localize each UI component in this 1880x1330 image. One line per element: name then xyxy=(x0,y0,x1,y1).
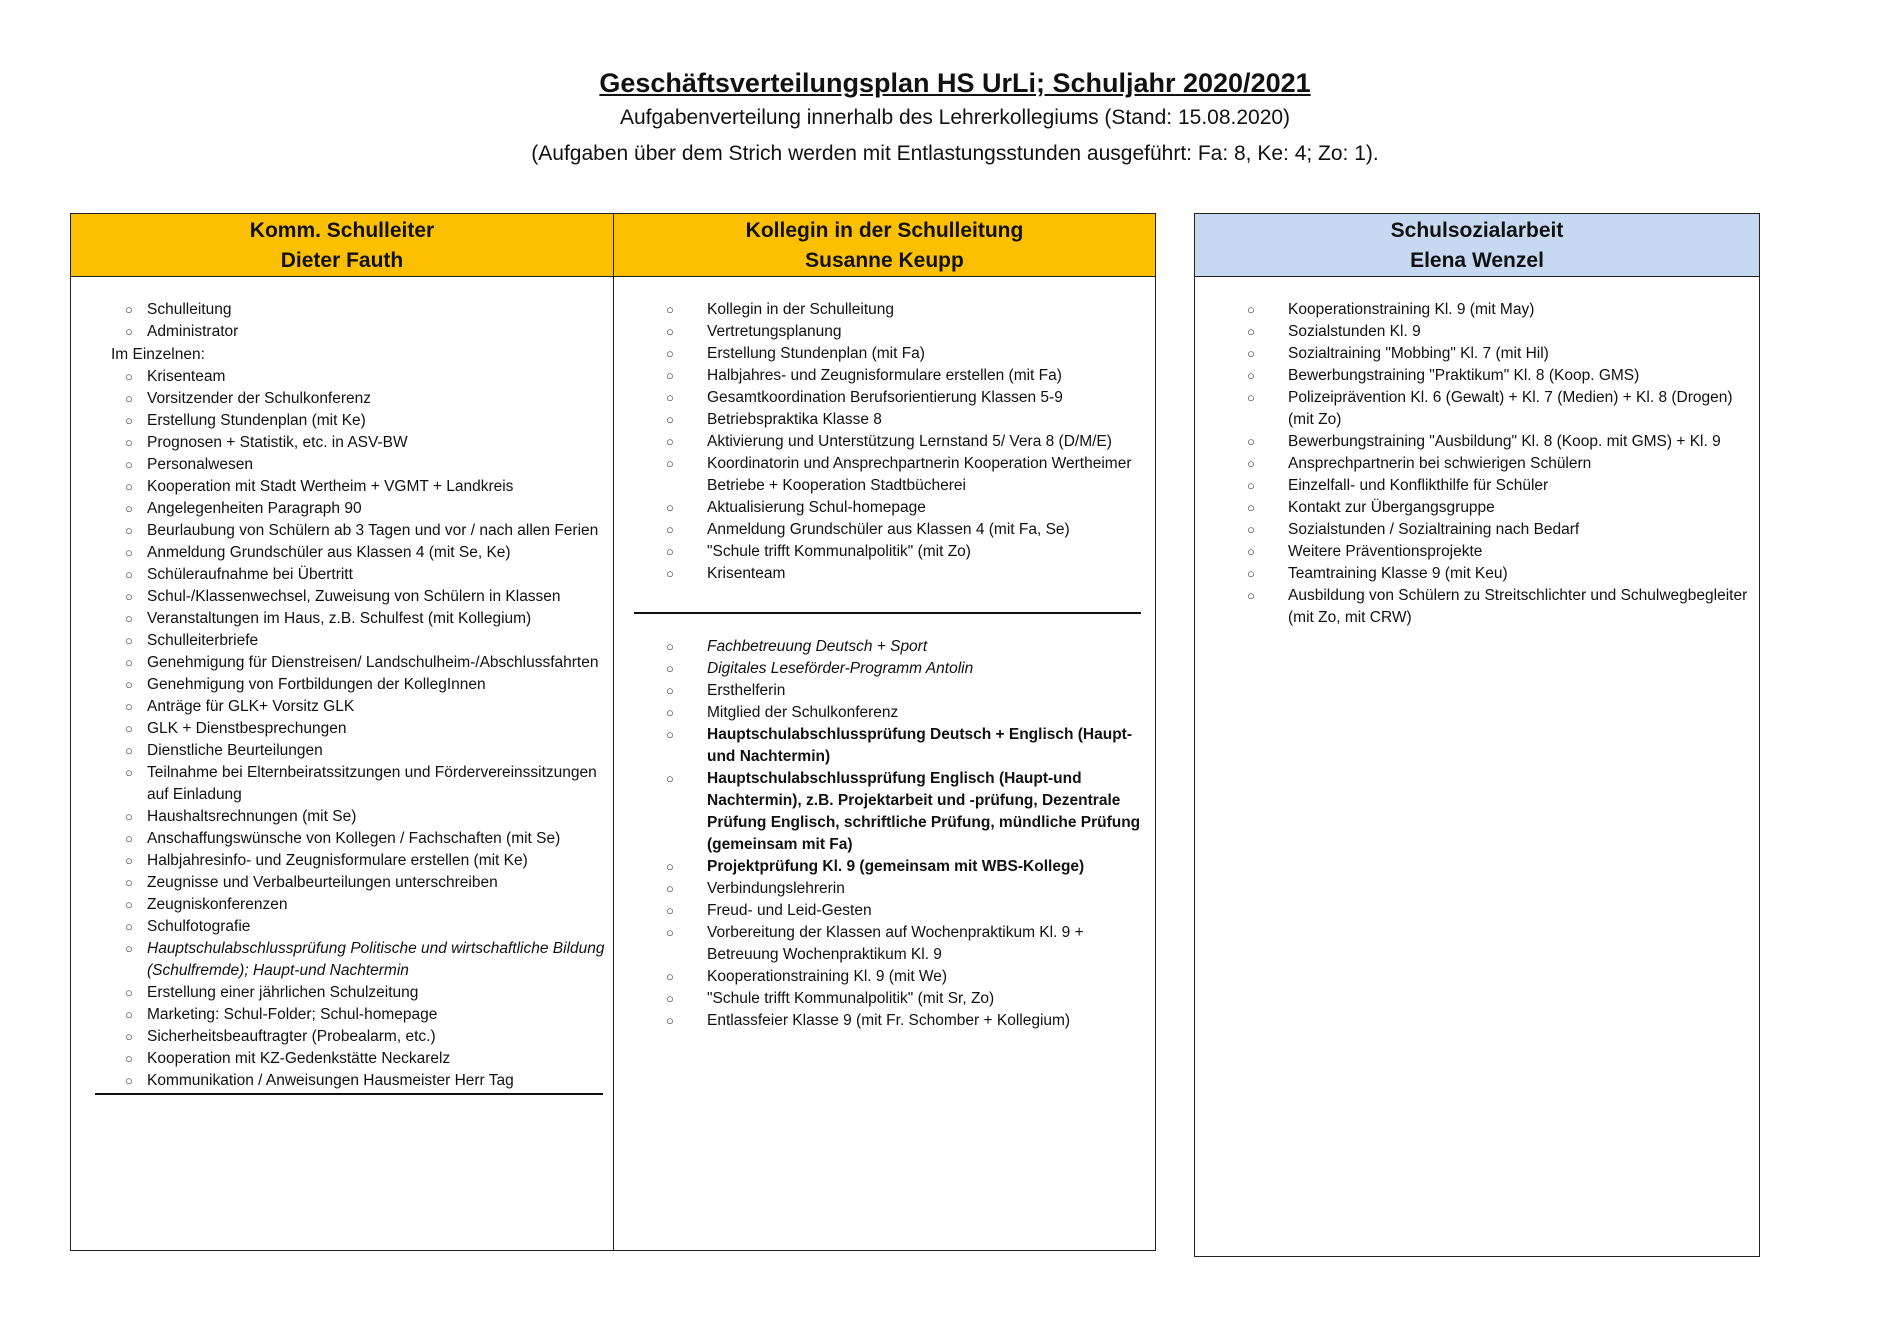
circle-bullet-icon: ○ xyxy=(666,456,674,471)
list-item xyxy=(614,519,1155,541)
circle-bullet-icon: ○ xyxy=(1247,500,1255,515)
circle-bullet-icon: ○ xyxy=(666,705,674,720)
circle-bullet-icon: ○ xyxy=(1247,346,1255,361)
list-item xyxy=(71,894,613,916)
circle-bullet-icon: ○ xyxy=(666,434,674,449)
task-text: Schüleraufnahme bei Übertritt xyxy=(147,566,353,583)
document-title: Geschäftsverteilungsplan HS UrLi; Schuljahr 2020/2021 xyxy=(599,68,1311,98)
list-item xyxy=(1195,453,1759,475)
list-item xyxy=(71,718,613,740)
leadership-table xyxy=(70,213,1156,1251)
task-text: Kooperationstraining Kl. 9 (mit We) xyxy=(707,968,948,985)
list-item xyxy=(71,388,613,410)
document-header xyxy=(0,66,1880,172)
list-item xyxy=(1195,497,1759,519)
circle-bullet-icon: ○ xyxy=(666,991,674,1006)
circle-bullet-icon: ○ xyxy=(125,985,133,1000)
circle-bullet-icon: ○ xyxy=(125,699,133,714)
task-text: GLK + Dienstbesprechungen xyxy=(147,720,347,737)
list-item xyxy=(614,321,1155,343)
circle-bullet-icon: ○ xyxy=(1247,324,1255,339)
circle-bullet-icon: ○ xyxy=(125,721,133,736)
task-text: Vorbereitung der Klassen auf Wochenpraktikum Kl. 9 + Betreuung Wochenpraktikum Kl. 9 xyxy=(707,924,1084,963)
column-person: Elena Wenzel xyxy=(1410,249,1544,272)
task-text: Polizeiprävention Kl. 6 (Gewalt) + Kl. 7 (Medien) + Kl. 8 (Drogen) (mit Zo) xyxy=(1288,389,1733,428)
task-text: Vorsitzender der Schulkonferenz xyxy=(147,390,372,407)
circle-bullet-icon: ○ xyxy=(666,500,674,515)
circle-bullet-icon: ○ xyxy=(1247,456,1255,471)
circle-bullet-icon: ○ xyxy=(666,683,674,698)
list-item xyxy=(614,365,1155,387)
task-text: Verbindungslehrerin xyxy=(707,880,845,897)
task-text: Schul-/Klassenwechsel, Zuweisung von Schülern in Klassen xyxy=(147,588,561,605)
list-item xyxy=(71,872,613,894)
list-item xyxy=(614,922,1155,966)
task-text: Schulleiterbriefe xyxy=(147,632,259,649)
task-text: Kooperationstraining Kl. 9 (mit May) xyxy=(1288,301,1535,318)
list-item xyxy=(71,652,613,674)
list-item xyxy=(71,608,613,630)
task-list xyxy=(1195,299,1759,629)
circle-bullet-icon: ○ xyxy=(125,765,133,780)
task-text: Kooperation mit KZ-Gedenkstätte Neckarelz xyxy=(147,1050,451,1067)
circle-bullet-icon: ○ xyxy=(666,412,674,427)
task-text: Vertretungsplanung xyxy=(707,323,842,340)
task-text: Einzelfall- und Konflikthilfe für Schüler xyxy=(1288,477,1549,494)
list-item xyxy=(1195,541,1759,563)
task-text: Erstellung Stundenplan (mit Fa) xyxy=(707,345,925,362)
list-item xyxy=(1195,299,1759,321)
list-item xyxy=(614,497,1155,519)
list-item xyxy=(71,630,613,652)
list-item xyxy=(1195,387,1759,431)
column-schulsozialarbeit xyxy=(1195,214,1759,1256)
column-role: Schulsozialarbeit xyxy=(1390,219,1564,242)
task-text: Zeugniskonferenzen xyxy=(147,896,288,913)
circle-bullet-icon: ○ xyxy=(125,809,133,824)
task-text: Schulleitung xyxy=(147,301,232,318)
circle-bullet-icon: ○ xyxy=(125,1073,133,1088)
circle-bullet-icon: ○ xyxy=(125,369,133,384)
list-item xyxy=(71,432,613,454)
list-item xyxy=(614,541,1155,563)
list-item xyxy=(1195,431,1759,453)
task-text: Kontakt zur Übergangsgruppe xyxy=(1288,499,1495,516)
list-item xyxy=(614,878,1155,900)
list-item xyxy=(614,988,1155,1010)
task-text: Anmeldung Grundschüler aus Klassen 4 (mit Se, Ke) xyxy=(147,544,511,561)
column-header-kollegin xyxy=(614,214,1155,277)
list-item xyxy=(614,387,1155,409)
circle-bullet-icon: ○ xyxy=(1247,302,1255,317)
task-list-above-line xyxy=(614,299,1155,585)
task-text: Bewerbungstraining "Ausbildung" Kl. 8 (Koop. mit GMS) + Kl. 9 xyxy=(1288,433,1721,450)
task-text: Halbjahresinfo- und Zeugnisformulare erstellen (mit Ke) xyxy=(147,852,528,869)
circle-bullet-icon: ○ xyxy=(125,897,133,912)
circle-bullet-icon: ○ xyxy=(1247,434,1255,449)
column-person: Susanne Keupp xyxy=(805,249,964,272)
list-item xyxy=(1195,585,1759,629)
circle-bullet-icon: ○ xyxy=(666,390,674,405)
circle-bullet-icon: ○ xyxy=(666,969,674,984)
task-text: Projektprüfung Kl. 9 (gemeinsam mit WBS-Kollege) xyxy=(707,858,1085,875)
circle-bullet-icon: ○ xyxy=(1247,588,1255,603)
list-item xyxy=(71,520,613,542)
task-text: Marketing: Schul-Folder; Schul-homepage xyxy=(147,1006,438,1023)
task-text: Hauptschulabschlussprüfung Englisch (Haupt-und Nachtermin), z.B. Projektarbeit und -prüfung, Dezentrale Prüfung Englisch, schriftliche Prüfung, mündliche Prüfung (gemeinsam mit Fa) xyxy=(707,770,1141,853)
list-item xyxy=(71,366,613,388)
task-text: Aktualisierung Schul-homepage xyxy=(707,499,926,516)
list-item xyxy=(71,762,613,806)
circle-bullet-icon: ○ xyxy=(125,435,133,450)
circle-bullet-icon: ○ xyxy=(125,611,133,626)
list-item xyxy=(614,768,1155,856)
task-text: Digitales Leseförder-Programm Antolin xyxy=(707,660,974,677)
circle-bullet-icon: ○ xyxy=(666,324,674,339)
list-item xyxy=(71,806,613,828)
list-item xyxy=(71,586,613,608)
circle-bullet-icon: ○ xyxy=(125,457,133,472)
column-header-schulleiter xyxy=(71,214,613,277)
circle-bullet-icon: ○ xyxy=(125,545,133,560)
circle-bullet-icon: ○ xyxy=(125,655,133,670)
task-text: Administrator xyxy=(147,323,239,340)
task-text: Gesamtkoordination Berufsorientierung Klassen 5-9 xyxy=(707,389,1063,406)
task-text: Prognosen + Statistik, etc. in ASV-BW xyxy=(147,434,408,451)
task-text: Hauptschulabschlussprüfung Politische und wirtschaftliche Bildung (Schulfremde); Haupt-und Nachtermin xyxy=(147,940,605,979)
list-item xyxy=(1195,343,1759,365)
list-item xyxy=(71,321,613,343)
list-item xyxy=(71,850,613,872)
document-subtitle: Aufgabenverteilung innerhalb des Lehrerkollegiums (Stand: 15.08.2020) xyxy=(619,106,1291,129)
task-text: Beurlaubung von Schülern ab 3 Tagen und vor / nach allen Ferien xyxy=(147,522,599,539)
list-item xyxy=(1195,563,1759,585)
circle-bullet-icon: ○ xyxy=(666,1013,674,1028)
task-text: Sozialtraining "Mobbing" Kl. 7 (mit Hil) xyxy=(1288,345,1549,362)
circle-bullet-icon: ○ xyxy=(125,633,133,648)
circle-bullet-icon: ○ xyxy=(1247,566,1255,581)
task-text: Hauptschulabschlussprüfung Deutsch + Englisch (Haupt-und Nachtermin) xyxy=(707,726,1133,765)
task-text: "Schule trifft Kommunalpolitik" (mit Sr, Zo) xyxy=(707,990,995,1007)
task-list xyxy=(71,366,613,1092)
list-item xyxy=(71,674,613,696)
list-item xyxy=(1195,365,1759,387)
task-text: Kommunikation / Anweisungen Hausmeister Herr Tag xyxy=(147,1072,514,1089)
circle-bullet-icon: ○ xyxy=(125,391,133,406)
task-text: Erstellung einer jährlichen Schulzeitung xyxy=(147,984,419,1001)
social-work-table xyxy=(1194,213,1760,1257)
list-item xyxy=(614,563,1155,585)
list-item xyxy=(71,916,613,938)
circle-bullet-icon: ○ xyxy=(666,727,674,742)
circle-bullet-icon: ○ xyxy=(125,501,133,516)
circle-bullet-icon: ○ xyxy=(666,881,674,896)
task-text: Teilnahme bei Elternbeiratssitzungen und Fördervereinssitzungen auf Einladung xyxy=(147,764,597,803)
task-list-top xyxy=(71,299,613,343)
circle-bullet-icon: ○ xyxy=(666,302,674,317)
circle-bullet-icon: ○ xyxy=(1247,368,1255,383)
task-text: Haushaltsrechnungen (mit Se) xyxy=(147,808,357,825)
circle-bullet-icon: ○ xyxy=(666,346,674,361)
list-item xyxy=(614,636,1155,658)
circle-bullet-icon: ○ xyxy=(666,522,674,537)
column-role: Komm. Schulleiter xyxy=(249,219,435,242)
task-text: Kooperation mit Stadt Wertheim + VGMT + Landkreis xyxy=(147,478,514,495)
circle-bullet-icon: ○ xyxy=(125,479,133,494)
circle-bullet-icon: ○ xyxy=(666,544,674,559)
task-text: Koordinatorin und Ansprechpartnerin Kooperation Wertheimer Betriebe + Kooperation Stadtbücherei xyxy=(707,455,1132,494)
task-text: Sicherheitsbeauftragter (Probealarm, etc.) xyxy=(147,1028,436,1045)
task-text: Mitglied der Schulkonferenz xyxy=(707,704,899,721)
list-item xyxy=(71,828,613,850)
task-text: Schulfotografie xyxy=(147,918,251,935)
list-item xyxy=(71,1026,613,1048)
task-text: Anmeldung Grundschüler aus Klassen 4 (mit Fa, Se) xyxy=(707,521,1070,538)
task-text: Angelegenheiten Paragraph 90 xyxy=(147,500,362,517)
task-text: Genehmigung für Dienstreisen/ Landschulheim-/Abschlussfahrten xyxy=(147,654,599,671)
column-person: Dieter Fauth xyxy=(280,249,404,272)
list-item xyxy=(71,1070,613,1092)
list-item xyxy=(71,498,613,520)
list-item xyxy=(71,299,613,321)
list-item xyxy=(614,431,1155,453)
circle-bullet-icon: ○ xyxy=(125,589,133,604)
list-item xyxy=(614,680,1155,702)
circle-bullet-icon: ○ xyxy=(666,639,674,654)
circle-bullet-icon: ○ xyxy=(1247,390,1255,405)
task-text: Veranstaltungen im Haus, z.B. Schulfest (mit Kollegium) xyxy=(147,610,532,627)
list-item xyxy=(1195,519,1759,541)
column-schulleitung-kollegin xyxy=(613,214,1155,1250)
circle-bullet-icon: ○ xyxy=(125,302,133,317)
list-item xyxy=(71,938,613,982)
task-text: Sozialstunden Kl. 9 xyxy=(1288,323,1421,340)
list-item xyxy=(614,856,1155,878)
task-text: Krisenteam xyxy=(147,368,226,385)
circle-bullet-icon: ○ xyxy=(666,566,674,581)
task-text: Anschaffungswünsche von Kollegen / Fachschaften (mit Se) xyxy=(147,830,561,847)
circle-bullet-icon: ○ xyxy=(125,523,133,538)
column-body xyxy=(614,277,1155,1032)
circle-bullet-icon: ○ xyxy=(125,1051,133,1066)
circle-bullet-icon: ○ xyxy=(125,853,133,868)
task-text: Dienstliche Beurteilungen xyxy=(147,742,323,759)
task-text: Anträge für GLK+ Vorsitz GLK xyxy=(147,698,355,715)
list-item xyxy=(71,564,613,586)
list-item xyxy=(71,454,613,476)
task-text: Ansprechpartnerin bei schwierigen Schülern xyxy=(1288,455,1592,472)
list-item xyxy=(71,410,613,432)
list-item xyxy=(71,542,613,564)
list-item xyxy=(614,299,1155,321)
list-item xyxy=(1195,321,1759,343)
column-header-sozialarbeit xyxy=(1195,214,1759,277)
list-item xyxy=(71,476,613,498)
list-item xyxy=(614,900,1155,922)
task-text: Entlassfeier Klasse 9 (mit Fr. Schomber + Kollegium) xyxy=(707,1012,1071,1029)
circle-bullet-icon: ○ xyxy=(125,324,133,339)
column-body xyxy=(1195,277,1759,629)
task-text: Ausbildung von Schülern zu Streitschlichter und Schulwegbegleiter (mit Zo, mit CRW) xyxy=(1288,587,1748,626)
circle-bullet-icon: ○ xyxy=(125,743,133,758)
circle-bullet-icon: ○ xyxy=(125,677,133,692)
task-text: Ersthelferin xyxy=(707,682,786,699)
task-text: "Schule trifft Kommunalpolitik" (mit Zo) xyxy=(707,543,971,560)
circle-bullet-icon: ○ xyxy=(125,941,133,956)
circle-bullet-icon: ○ xyxy=(125,567,133,582)
circle-bullet-icon: ○ xyxy=(666,661,674,676)
circle-bullet-icon: ○ xyxy=(125,413,133,428)
task-text: Freud- und Leid-Gesten xyxy=(707,902,872,919)
list-item xyxy=(614,702,1155,724)
circle-bullet-icon: ○ xyxy=(666,925,674,940)
task-text: Halbjahres- und Zeugnisformulare erstellen (mit Fa) xyxy=(707,367,1062,384)
task-text: Aktivierung und Unterstützung Lernstand 5/ Vera 8 (D/M/E) xyxy=(707,433,1112,450)
column-body xyxy=(71,277,613,1095)
list-item xyxy=(71,696,613,718)
circle-bullet-icon: ○ xyxy=(666,368,674,383)
circle-bullet-icon: ○ xyxy=(125,1029,133,1044)
column-role: Kollegin in der Schulleitung xyxy=(745,219,1024,242)
list-item xyxy=(614,1010,1155,1032)
task-text: Sozialstunden / Sozialtraining nach Bedarf xyxy=(1288,521,1580,538)
circle-bullet-icon: ○ xyxy=(125,1007,133,1022)
circle-bullet-icon: ○ xyxy=(666,859,674,874)
circle-bullet-icon: ○ xyxy=(1247,522,1255,537)
intro-label: Im Einzelnen: xyxy=(111,346,205,363)
task-text: Teamtraining Klasse 9 (mit Keu) xyxy=(1288,565,1508,582)
task-text: Zeugnisse und Verbalbeurteilungen unterschreiben xyxy=(147,874,498,891)
column-schulleiter xyxy=(71,214,613,1250)
task-text: Erstellung Stundenplan (mit Ke) xyxy=(147,412,366,429)
divider-line xyxy=(95,1093,603,1095)
circle-bullet-icon: ○ xyxy=(125,919,133,934)
circle-bullet-icon: ○ xyxy=(1247,478,1255,493)
divider-line xyxy=(634,612,1141,614)
list-item xyxy=(71,1048,613,1070)
list-item xyxy=(614,658,1155,680)
task-text: Weitere Präventionsprojekte xyxy=(1288,543,1483,560)
list-item xyxy=(614,966,1155,988)
circle-bullet-icon: ○ xyxy=(666,903,674,918)
task-text: Fachbetreuung Deutsch + Sport xyxy=(707,638,928,655)
list-item xyxy=(1195,475,1759,497)
list-item xyxy=(71,982,613,1004)
list-item xyxy=(71,1004,613,1026)
task-text: Kollegin in der Schulleitung xyxy=(707,301,894,318)
circle-bullet-icon: ○ xyxy=(125,831,133,846)
task-text: Genehmigung von Fortbildungen der KollegInnen xyxy=(147,676,486,693)
circle-bullet-icon: ○ xyxy=(1247,544,1255,559)
task-text: Krisenteam xyxy=(707,565,786,582)
list-item xyxy=(71,740,613,762)
list-item xyxy=(614,724,1155,768)
task-list-below-line xyxy=(614,636,1155,1032)
list-item xyxy=(614,453,1155,497)
circle-bullet-icon: ○ xyxy=(666,771,674,786)
list-item xyxy=(614,343,1155,365)
list-item xyxy=(614,409,1155,431)
task-text: Bewerbungstraining "Praktikum" Kl. 8 (Koop. GMS) xyxy=(1288,367,1640,384)
task-text: Betriebspraktika Klasse 8 xyxy=(707,411,882,428)
circle-bullet-icon: ○ xyxy=(125,875,133,890)
document-note: (Aufgaben über dem Strich werden mit Entlastungsstunden ausgeführt: Fa: 8, Ke: 4; Zo: 1). xyxy=(531,142,1379,165)
task-text: Personalwesen xyxy=(147,456,253,473)
